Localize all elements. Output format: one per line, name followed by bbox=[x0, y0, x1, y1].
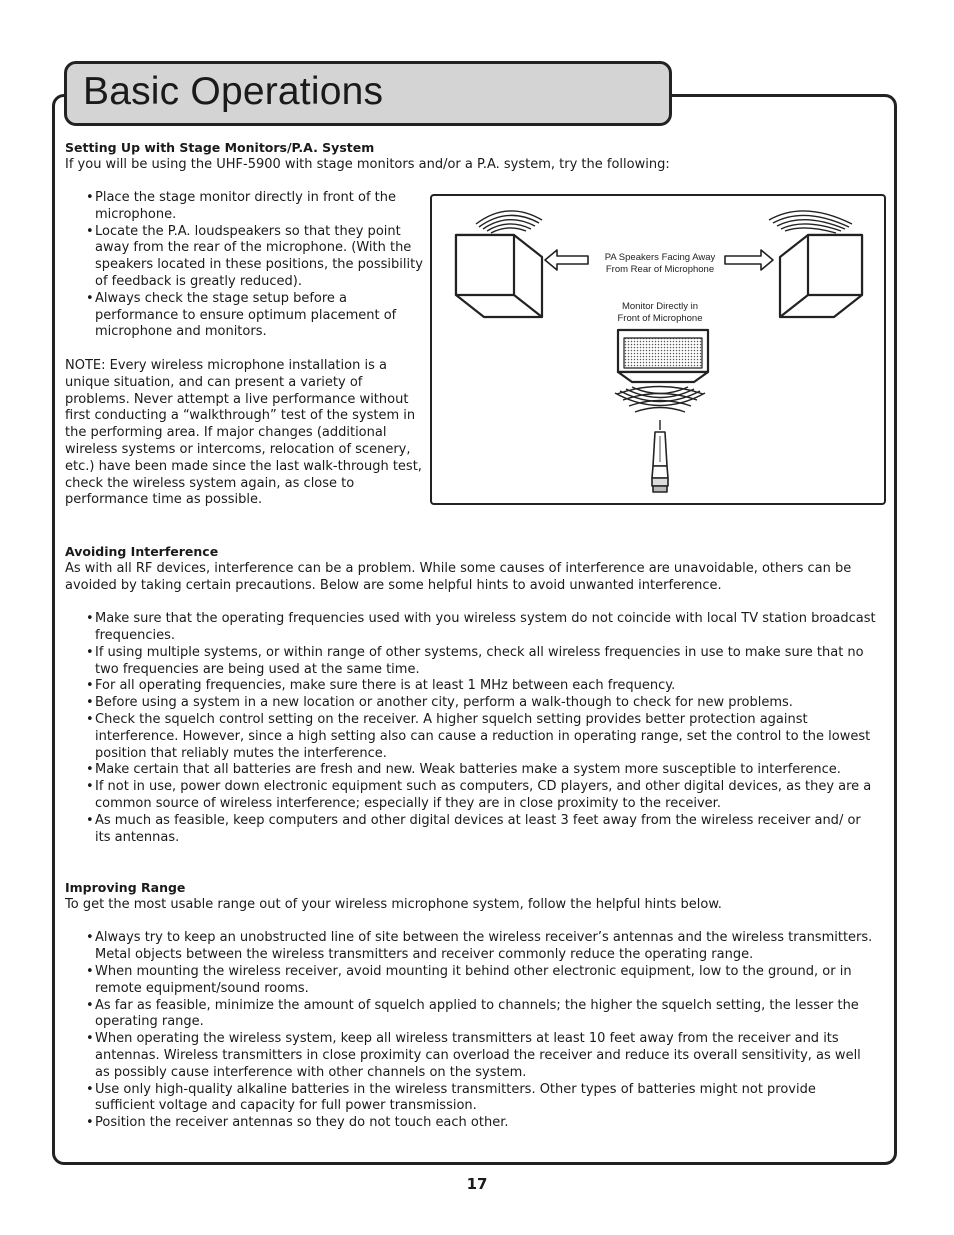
right-arrow-icon bbox=[725, 250, 773, 270]
list-item: • Make certain that all batteries are fresh and new. Weak batteries make a system more susceptible to interference. bbox=[65, 762, 877, 779]
section-heading: Improving Range bbox=[65, 880, 186, 895]
list-item: • Use only high-quality alkaline batteries in the wireless transmitters. Other types of batteries might not provide sufficient voltage and capacity for full power transmission. bbox=[65, 1082, 877, 1116]
list-item: • As much as feasible, keep computers and other digital devices at least 3 feet away from the wireless receiver and/ or its antennas. bbox=[65, 813, 877, 847]
pa-speakers-label-line1: PA Speakers Facing Away bbox=[604, 252, 716, 263]
bullet-list bbox=[65, 190, 423, 341]
page-title: Basic Operations bbox=[83, 70, 384, 113]
monitor-waves-icon bbox=[615, 387, 705, 413]
page-number: 17 bbox=[466, 1175, 488, 1193]
list-item: • Locate the P.A. loudspeakers so that they point away from the rear of the microphone. (With the speakers located in these positions, the possibility of feedback is greatly reduced). bbox=[65, 224, 423, 291]
left-speaker-waves-icon bbox=[476, 211, 542, 233]
list-item: • If using multiple systems, or within range of other systems, check all wireless frequencies in use to make sure that no two frequencies are being used at the same time. bbox=[65, 645, 877, 679]
list-item: • Before using a system in a new location or another city, perform a walk-though to check for new problems. bbox=[65, 695, 877, 712]
section-intro: To get the most usable range out of your wireless microphone system, follow the helpful hints below. bbox=[65, 896, 722, 912]
list-item: • When mounting the wireless receiver, avoid mounting it behind other electronic equipment, low to the ground, or in remote equipment/sound rooms. bbox=[65, 964, 877, 998]
monitor-label-line2: Front of Microphone bbox=[617, 313, 703, 324]
stage-monitor-text bbox=[65, 190, 423, 509]
stage-setup-diagram bbox=[430, 194, 886, 505]
section-improving-range bbox=[65, 880, 877, 1132]
section-intro: If you will be using the UHF-5900 with stage monitors and/or a P.A. system, try the following: bbox=[65, 156, 670, 172]
stage-monitor-icon bbox=[618, 330, 708, 382]
list-item: • Always try to keep an unobstructed line of site between the wireless receiver’s antennas and the wireless transmitters. Metal objects between the wireless transmitters and receiver commonly reduce the operating range. bbox=[65, 930, 877, 964]
bullet-list bbox=[65, 611, 877, 846]
bullet-list bbox=[65, 930, 877, 1132]
list-item: • For all operating frequencies, make sure there is at least 1 MHz between each frequency. bbox=[65, 678, 877, 695]
list-item: • Check the squelch control setting on the receiver. A higher squelch setting provides better protection against interference. However, since a high setting also can cause a reduction in operating range, set the control to the lowest position that reliably mutes the interference. bbox=[65, 712, 877, 762]
list-item: • Position the receiver antennas so they do not touch each other. bbox=[65, 1115, 877, 1132]
note-text: NOTE: Every wireless microphone installation is a unique situation, and can present a variety of problems. Never attempt a live performance without first conducting a “walkthrough” test of the system in the performing area. If major changes (additional wireless systems or intercoms, relocation of scenery, etc.) have been made since the last walk-through test, check the wireless system again, as close to performance time as possible. bbox=[65, 357, 422, 508]
title-tab bbox=[64, 61, 672, 126]
section-intro: As with all RF devices, interference can be a problem. While some causes of interference are unavoidable, others can be avoided by taking certain precautions. Below are some helpful hints to avoid unwanted interference. bbox=[65, 560, 852, 593]
section-stage-monitors bbox=[65, 140, 865, 174]
list-item: • If not in use, power down electronic equipment such as computers, CD players, and other digital devices, as they are a common source of wireless interference; especially if they are in close proximity to the receiver. bbox=[65, 779, 877, 813]
section-heading: Avoiding Interference bbox=[65, 544, 219, 559]
left-arrow-icon bbox=[545, 250, 588, 270]
microphone-icon bbox=[652, 420, 668, 492]
right-speaker-waves-icon bbox=[769, 211, 852, 233]
section-avoiding-interference bbox=[65, 544, 877, 846]
pa-speakers-label-line2: From Rear of Microphone bbox=[605, 264, 715, 275]
list-item: • Always check the stage setup before a performance to ensure optimum placement of microphone and monitors. bbox=[65, 291, 423, 341]
section-heading: Setting Up with Stage Monitors/P.A. System bbox=[65, 140, 375, 155]
monitor-label-line1: Monitor Directly in bbox=[621, 301, 699, 312]
right-speaker-icon bbox=[780, 235, 862, 317]
list-item: • Place the stage monitor directly in front of the microphone. bbox=[65, 190, 423, 224]
list-item: • When operating the wireless system, keep all wireless transmitters at least 10 feet away from the receiver and its antennas. Wireless transmitters in close proximity can overload the receiver and reduce its overall sensitivity, as well as possibly cause interference with other channels on the system. bbox=[65, 1031, 877, 1081]
left-speaker-icon bbox=[456, 235, 542, 317]
list-item: • As far as feasible, minimize the amount of squelch applied to channels; the higher the squelch setting, the lesser the operating range. bbox=[65, 998, 877, 1032]
list-item: • Make sure that the operating frequencies used with you wireless system do not coincide with local TV station broadcast frequencies. bbox=[65, 611, 877, 645]
